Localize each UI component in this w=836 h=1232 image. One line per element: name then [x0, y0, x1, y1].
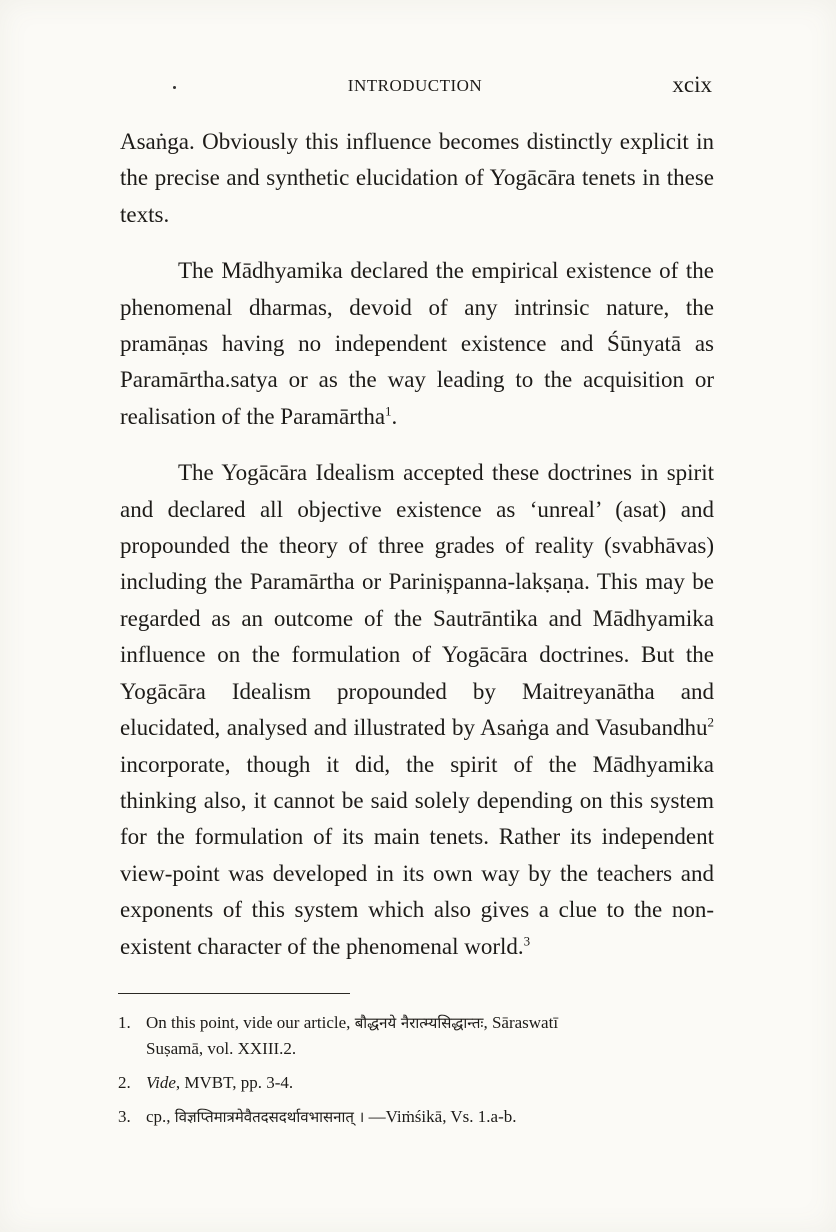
paragraph-1: Asaṅga. Obviously this influence becomes distinctly explicit in the precise and synthetic elucidation of Yogācāra tenets in these texts. — [120, 129, 714, 227]
running-title: INTRODUCTION — [347, 76, 483, 95]
paragraph-2-text: The Mādhyamika declared the empirical existence of the phenomenal dharmas, devoid of any intrinsic nature, the pramāṇas having no independent existence and Śūnyatā as Paramārtha.satya or as the way leading to the acquisition or realisation of the Paramārtha — [120, 258, 714, 429]
body-text — [120, 124, 714, 965]
footnote-1 — [118, 1010, 718, 1062]
footnote-ref-3[interactable]: 3 — [523, 932, 531, 948]
footnotes — [118, 1010, 718, 1138]
footnote-devanagari: बौद्धनये नैरात्म्यसिद्धान्तः — [354, 1014, 484, 1032]
footnote-ref-2[interactable]: 2 — [707, 714, 714, 730]
footnote-text: —Viṁśikā, Vs. 1.a-b. — [364, 1107, 517, 1126]
page-header — [118, 72, 712, 106]
footnote-text: , MVBT, pp. 3-4. — [175, 1073, 294, 1092]
footnote-devanagari: विज्ञप्तिमात्रमेवैतदसदर्थावभासनात् । — [174, 1108, 365, 1126]
footnote-2 — [118, 1070, 718, 1096]
paragraph-2 — [120, 253, 714, 435]
footnote-number: 2. — [118, 1073, 131, 1092]
paragraph-3-text-a: The Yogācāra Idealism accepted these doctrines in spirit and declared all objective existence as ‘unreal’ (asat) and propounded the theory of three grades of reality (svabhāvas) including the Paramārtha or Parinișpanna-lakṣaṇa. This may be regarded as an outcome of the Sautrāntika and Mādhyamika influence on the formulation of Yogācāra doctrines. But the Yogācāra Idealism propounded by Maitreyanātha and elucidated, analysed and illustrated by Asaṅga and Vasubandhu — [120, 460, 714, 741]
paragraph-3 — [120, 455, 714, 965]
paragraph-2-end: . — [391, 403, 398, 429]
footnote-number: 1. — [118, 1013, 131, 1032]
footnote-text: cp., — [146, 1107, 175, 1126]
footnote-number: 3. — [118, 1107, 131, 1126]
footnote-divider — [118, 993, 350, 994]
page-number: xcix — [672, 72, 712, 97]
paragraph-3-text-b: incorporate, though it did, the spirit of the Mādhyamika thinking also, it cannot be said solely depending on this system for the formulation of its main tenets. Rather its independent view-point was developed in its own way by the teachers and exponents of this system which also gives a clue to the non-existent character of the phenomenal world. — [120, 751, 714, 959]
footnote-continuation: Suṣamā, vol. XXIII.2. — [146, 1039, 297, 1058]
footnote-text: , Sāraswatī — [483, 1013, 559, 1032]
footnote-text: On this point, vide our article, — [146, 1013, 355, 1032]
footnote-3 — [118, 1104, 718, 1130]
footnote-ref-1[interactable]: 1 — [385, 403, 392, 419]
footnote-vide: Vide — [146, 1073, 176, 1092]
